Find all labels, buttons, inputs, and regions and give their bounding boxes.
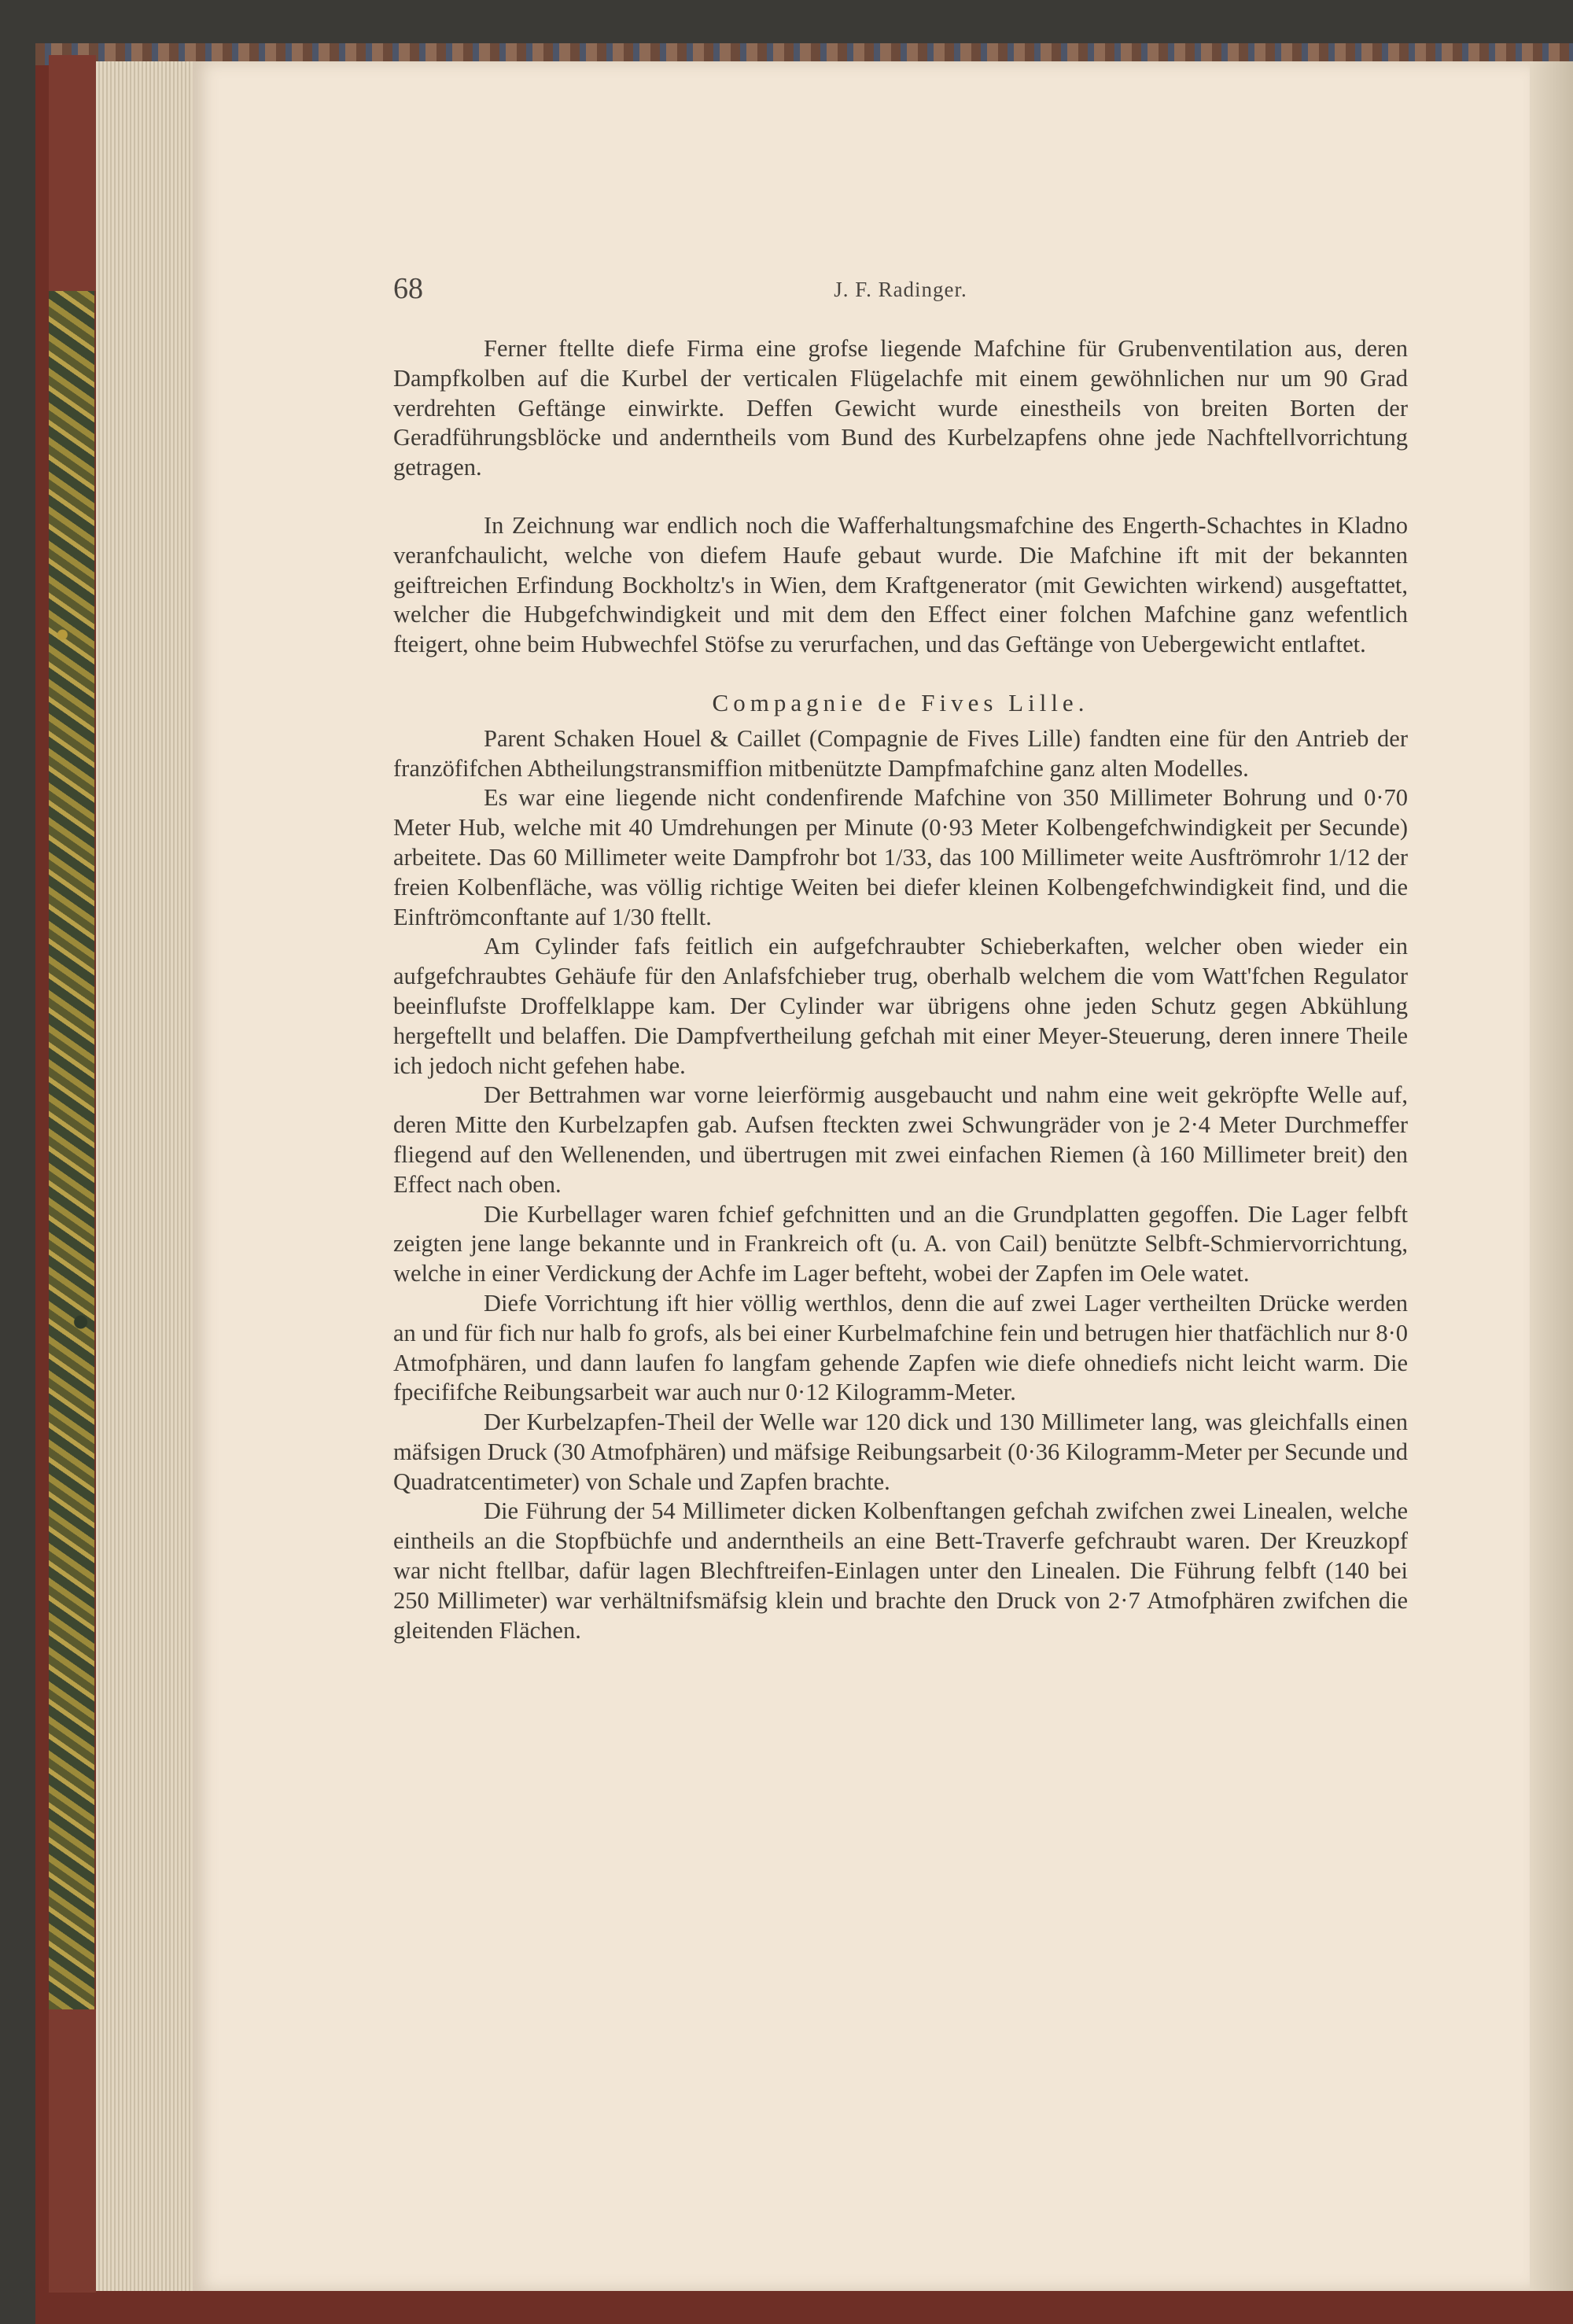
spine-leather-bottom (49, 2009, 96, 2293)
page-body (393, 334, 1408, 1645)
paragraph: Ferner ftellte diefe Firma eine grofse liegende Mafchine für Grubenventilation aus, deren Dampfkolben auf die Kurbel der verticalen Flügelachfe mit einem gewöhnlichen nur um 90 Grad verdrehten Geftänge einwirkte. Deffen Gewicht wurde einestheils von breiten Borten der Geradführungsblöcke und anderntheils vom Bund des Kurbelzapfens ohne jede Nachftellvorrichtung getragen. (393, 335, 1408, 481)
page-number: 68 (393, 272, 423, 305)
section-heading: Compagnie de Fives Lille. (712, 688, 1089, 716)
paragraph: Der Bettrahmen war vorne leierförmig ausgebaucht und nahm eine weit gekröpfte Welle auf, deren Mitte den Kurbelzapfen gab. Aufsen fteckten zwei Schwungräder von je 2·4 Meter Durchmeffer fliegend auf den Wellenenden, und übertrugen mit zwei einfachen Riemen (à 160 Millimeter breit) den Effect nach oben. (393, 1081, 1408, 1198)
paragraph: In Zeichnung war endlich noch die Wafferhaltungsmafchine des Engerth-Schachtes in Kladno veranfchaulicht, welche von diefem Haufe gebaut wurde. Die Mafchine ift mit der bekannten geiftreichen Erfindung Bockholtz's in Wien, dem Kraftgenerator (mit Gewichten wirkend) ausgeftattet, welcher die Hubgefchwindigkeit und mit dem den Effect einer folchen Mafchine ganz wefentlich fteigert, ohne beim Hubwechfel Stöfse zu verurfachen, und das Geftänge von Uebergewicht entlaftet. (393, 511, 1408, 658)
paragraph: Parent Schaken Houel & Caillet (Compagnie de Fives Lille) fandten eine für den Antrieb der franzöfifchen Abtheilungstransmiffion mitbenützte Dampfmafchine ganz alten Modelles. (393, 724, 1408, 782)
marbled-board (49, 291, 94, 2009)
page-header (393, 271, 1408, 311)
page-right-edge (1530, 61, 1573, 2291)
paragraph: Diefe Vorrichtung ift hier völlig werthlos, denn die auf zwei Lager vertheilten Drücke werden an und für fich nur halb fo grofs, als bei einer Kurbelmafchine fein und betrugen hier thatfächlich nur 8·0 Atmofphären, und dann laufen fo langfam gehende Zapfen wie diefe ohnediefs nicht leicht warm. Die fpecififche Reibungsarbeit war auch nur 0·12 Kilogramm-Meter. (393, 1289, 1408, 1406)
paragraph: Die Kurbellager waren fchief gefchnitten und an die Grundplatten gegoffen. Die Lager felbft zeigten jene lange bekannte und in Frankreich oft (u. A. von Cail) benützte Selbft-Schmiervorrichtung, welche in einer Verdickung der Achfe im Lager befteht, wobei der Zapfen im Oele watet. (393, 1200, 1408, 1287)
running-head: J. F. Radinger. (834, 278, 967, 301)
paragraph: Am Cylinder fafs feitlich ein aufgefchraubter Schieberkaften, welcher oben wieder ein aufgefchraubtes Gehäufe für den Anlafsfchieber trug, oberhalb welchem die vom Watt'fchen Regulator beeinflufste Droffelklappe kam. Der Cylinder war übrigens ohne jeden Schutz gegen Abkühlung hergeftellt und belaffen. Die Dampfvertheilung gefchah mit einer Meyer-Steuerung, deren innere Theile ich jedoch nicht gefehen habe. (393, 933, 1408, 1079)
paragraph: Es war eine liegende nicht condenfirende Mafchine von 350 Millimeter Bohrung und 0·70 Meter Hub, welche mit 40 Umdrehungen per Minute (0·93 Meter Kolbengefchwindigkeit per Secunde) arbeitete. Das 60 Millimeter weite Dampfrohr bot 1/33, das 100 Millimeter weite Ausftrömrohr 1/12 der freien Kolbenfläche, was völlig richtige Weiten bei diefer kleinen Kolbengefchwindigkeit find, und die Einftrömconftante auf 1/30 ftellt. (393, 784, 1408, 930)
spine-leather-top (49, 55, 96, 291)
page-stack-edge (96, 61, 198, 2291)
paragraph: Die Führung der 54 Millimeter dicken Kolbenftangen gefchah zwifchen zwei Linealen, welche eintheils an die Stopfbüchfe und anderntheils an eine Bett-Traverfe gefchraubt waren. Der Kreuzkopf war nicht ftellbar, dafür lagen Blechftreifen-Einlagen unter den Linealen. Die Führung felbft (140 bei 250 Millimeter) war verhältnifsmäfsig klein und brachte den Druck von 2·7 Atmofphären zwifchen die gleitenden Flächen. (393, 1497, 1408, 1644)
paragraph: Der Kurbelzapfen-Theil der Welle war 120 dick und 130 Millimeter lang, was gleichfalls einen mäfsigen Druck (30 Atmofphären) und mäfsige Reibungsarbeit (0·36 Kilogramm-Meter per Secunde und Quadratcentimeter) von Schale und Zapfen brachte. (393, 1409, 1408, 1495)
